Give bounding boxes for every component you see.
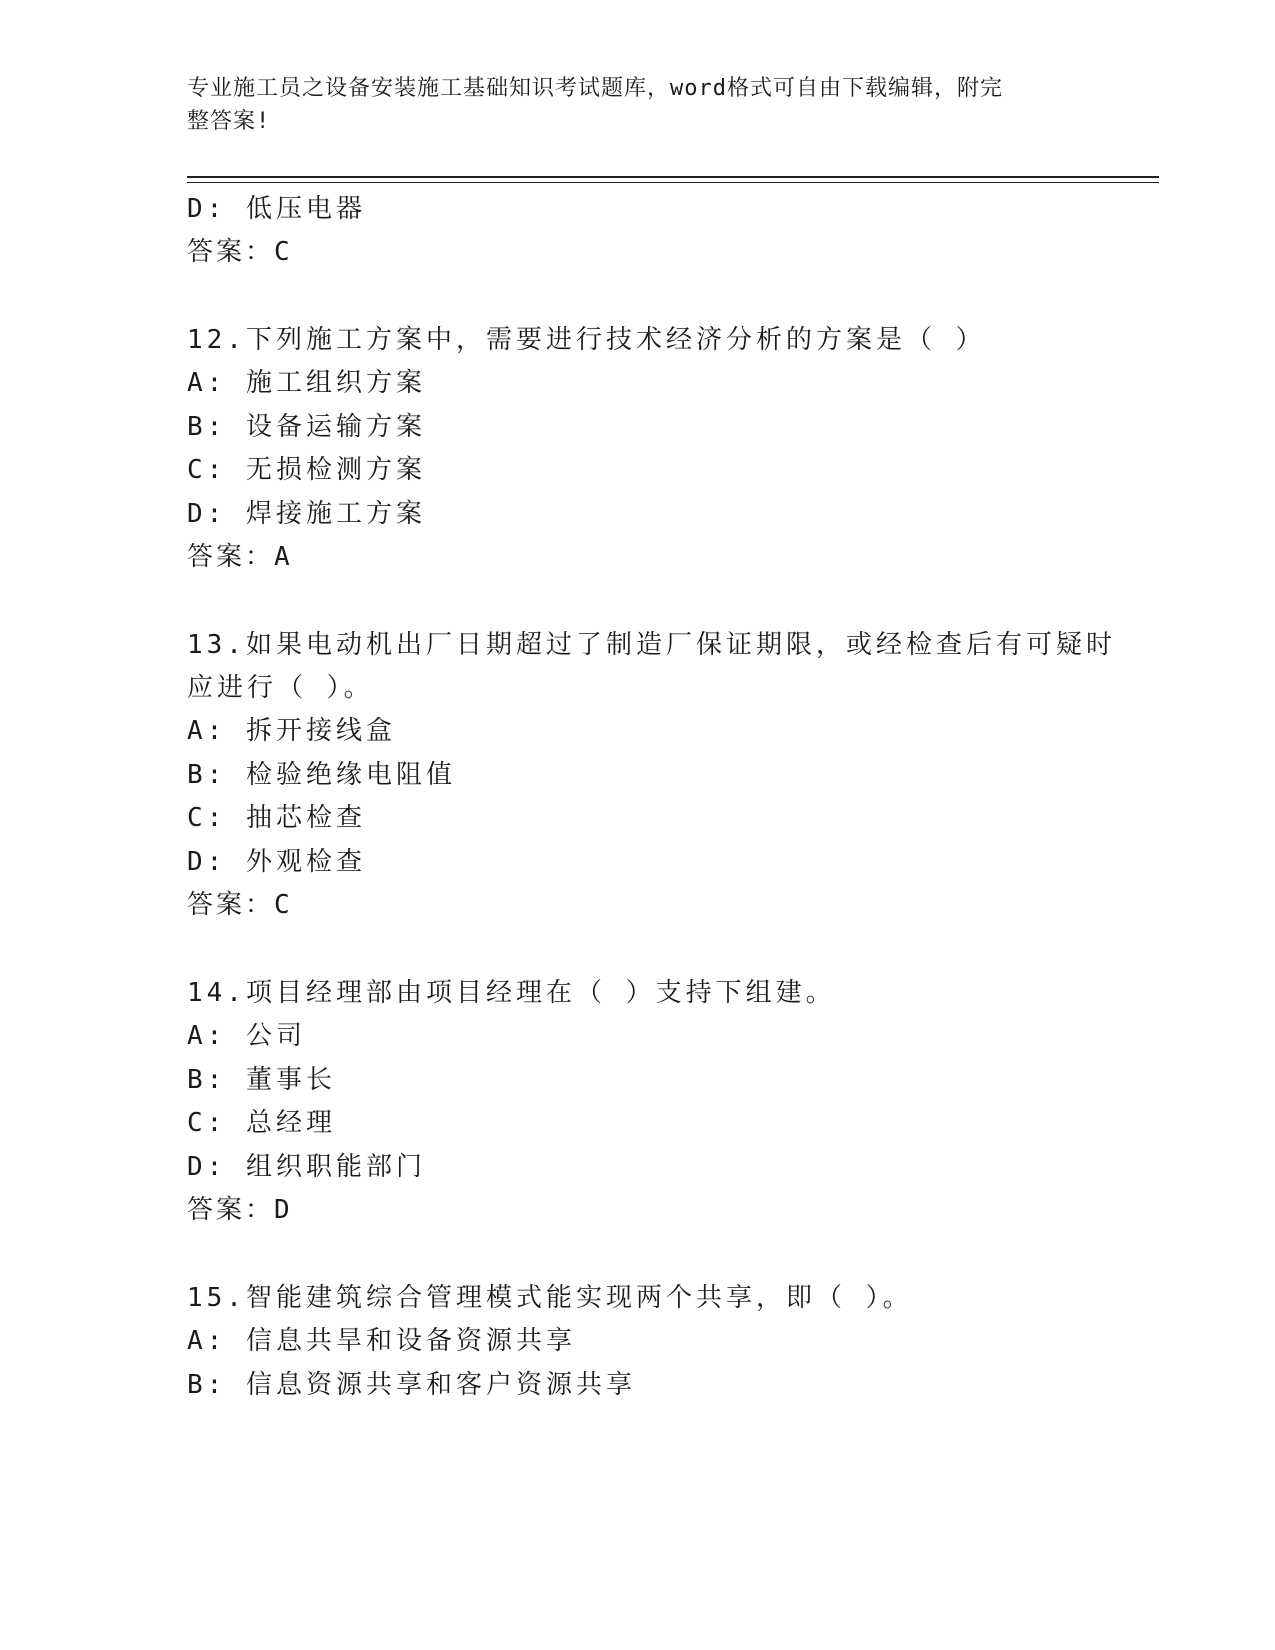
q12-option-a: A: 施工组织方案 [187,368,426,398]
prev-option-d: D: 低压电器 [187,194,366,224]
q13-stem-line-2: 应进行（ ）。 [187,673,374,703]
q14-option-b: B: 董事长 [187,1065,336,1095]
q15-stem: 15.智能建筑综合管理模式能实现两个共享，即（ ）。 [187,1283,913,1313]
q15-option-b: B: 信息资源共享和客户资源共享 [187,1370,636,1400]
q12-stem: 12.下列施工方案中，需要进行技术经济分析的方案是（ ） [187,325,986,355]
q12-option-b: B: 设备运输方案 [187,412,426,442]
q12-answer: 答案：A [187,542,293,572]
q13-option-d: D: 外观检查 [187,847,366,877]
header-divider-thick [187,176,1159,178]
q13-option-a: A: 拆开接线盒 [187,716,396,746]
q14-answer: 答案：D [187,1195,293,1225]
q12-option-d: D: 焊接施工方案 [187,499,426,529]
q14-option-a: A: 公司 [187,1021,306,1051]
document-header [187,72,1067,138]
header-line-2: 整答案! [187,109,271,134]
q13-option-b: B: 检验绝缘电阻值 [187,760,456,790]
q13-option-c: C: 抽芯检查 [187,803,366,833]
q14-option-d: D: 组织职能部门 [187,1152,426,1182]
q13-answer: 答案：C [187,890,293,920]
header-divider-thin [187,182,1159,183]
q15-option-a: A: 信息共旱和设备资源共享 [187,1326,576,1356]
header-line-1: 专业施工员之设备安装施工基础知识考试题库，word格式可自由下载编辑，附完 [187,76,1003,101]
q12-option-c: C: 无损检测方案 [187,455,426,485]
q13-stem-line-1: 13.如果电动机出厂日期超过了制造厂保证期限，或经检查后有可疑时 [187,630,1116,660]
q14-stem: 14.项目经理部由项目经理在（ ）支持下组建。 [187,978,836,1008]
prev-answer: 答案：C [187,237,293,267]
q14-option-c: C: 总经理 [187,1108,336,1138]
